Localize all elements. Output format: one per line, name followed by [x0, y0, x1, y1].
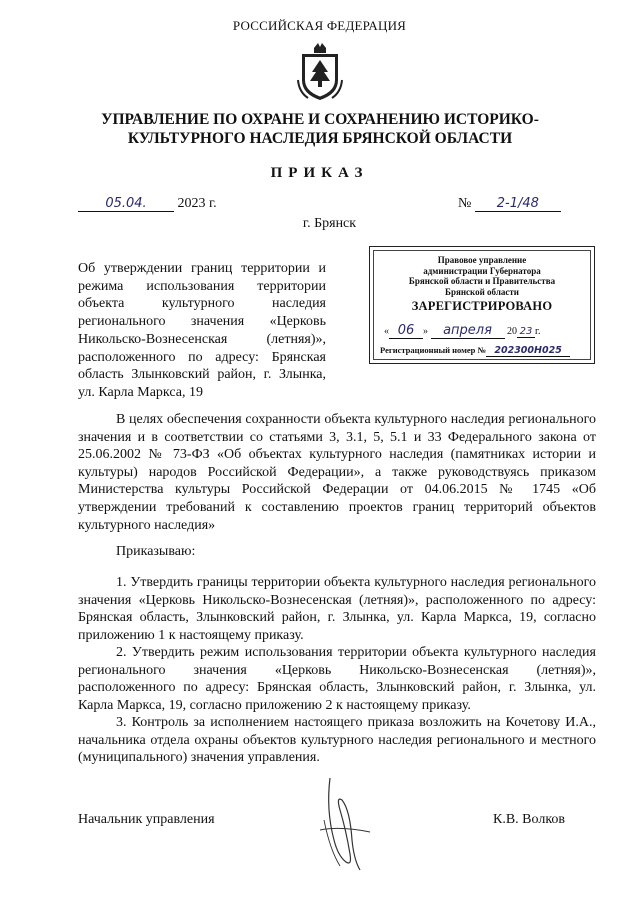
order-date-handwritten: 05.04. — [78, 196, 174, 212]
stamp-date — [384, 323, 540, 339]
registration-stamp — [369, 246, 595, 364]
stamp-reg-number — [380, 345, 570, 357]
order-word: Приказываю: — [116, 544, 196, 559]
stamp-date-suffix: г. — [535, 326, 541, 337]
organization-title-line1: УПРАВЛЕНИЕ ПО ОХРАНЕ И СОХРАНЕНИЮ ИСТОРИКО- — [101, 111, 539, 128]
stamp-reg-number-handwritten: 202300Н025 — [486, 345, 570, 357]
city: г. Брянск — [302, 216, 357, 231]
organization-title — [60, 110, 580, 148]
organization-title-line2: КУЛЬТУРНОГО НАСЛЕДИЯ БРЯНСКОЙ ОБЛАСТИ — [127, 130, 513, 147]
stamp-date-month: апреля — [431, 323, 505, 339]
order-subject: Об утверждении границ территории и режима использования территории объекта культурного наследия регионального значения «Церковь Никольско-Вознесенская (летняя)», расположенного по адресу: Брянская область Злынковский район, г. Злынка, ул. Карла Маркса, 19 — [78, 261, 326, 400]
order-date — [78, 196, 217, 212]
stamp-line3: Брянской области и Правительства — [408, 276, 556, 286]
order-item-1: 1. Утвердить границы территории объекта культурного наследия регионального значения «Церковь Никольско-Вознесенская (летняя)», расположенного по адресу: Брянская область, Злынковский район, г. Злынка, ул. Карла Маркса, 19, согласно приложению 1 к настоящему приказу. — [78, 575, 596, 643]
stamp-date-close-quote: » — [423, 326, 428, 337]
stamp-date-year: 23 — [517, 326, 535, 338]
stamp-date-year-prefix: 20 — [507, 326, 517, 337]
order-number — [458, 196, 561, 212]
country-heading: РОССИЙСКАЯ ФЕДЕРАЦИЯ — [232, 18, 407, 33]
coat-of-arms-icon — [296, 40, 344, 102]
signatory-position: Начальник управления — [78, 812, 215, 827]
order-year: 2023 г. — [177, 196, 217, 211]
stamp-reg-label: Регистрационный номер № — [380, 345, 487, 355]
order-item-2: 2. Утвердить режим использования территории объекта культурного наследия регионального значения «Церковь Никольско-Вознесенская (летняя)», расположенного по адресу: Брянская область, Злынковский район, г. Злынка, ул. Карла Маркса, 19, согласно приложению 2 к настоящему приказу. — [78, 645, 596, 713]
document-type: ПРИКАЗ — [270, 165, 369, 181]
stamp-line4: Брянской области — [445, 286, 519, 297]
signatory-name: К.В. Волков — [493, 812, 566, 827]
order-number-handwritten: 2-1/48 — [475, 196, 561, 212]
stamp-line2: администрации Губернатора — [423, 265, 541, 276]
stamp-line1: Правовое управление — [437, 255, 527, 265]
handwritten-signature-icon — [300, 770, 380, 880]
preamble-paragraph: В целях обеспечения сохранности объекта культурного наследия регионального значения и в соответствии со статьями 3, 3.1, 5, 5.1 и 33 Федерального закона от 25.06.2002 № 73-ФЗ «Об объектах культурного наследия (памятниках истории и культуры) народов Российской Федерации», а также руководствуясь приказом Министерства культуры Российской Федерации от 04.06.2015 № 1745 «Об утверждении требований к составлению проектов границ территорий объектов культурного наследия» — [78, 412, 596, 533]
order-number-prefix: № — [458, 196, 472, 211]
stamp-date-day: 06 — [389, 323, 423, 339]
stamp-date-open-quote: « — [384, 326, 389, 337]
order-item-3: 3. Контроль за исполнением настоящего приказа возложить на Кочетову И.А., начальника отдела охраны объектов культурного наследия регионального и местного (муниципального) значения управления. — [78, 715, 596, 766]
stamp-registered: ЗАРЕГИСТРИРОВАНО — [411, 299, 553, 313]
